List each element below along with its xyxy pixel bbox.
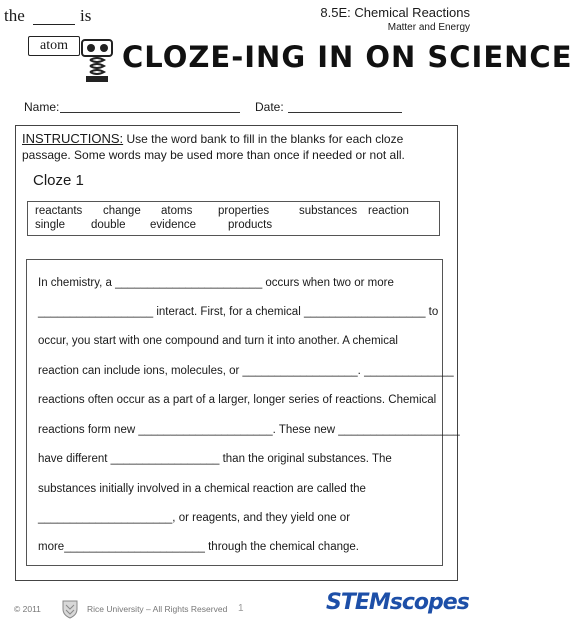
header-the: the bbox=[4, 6, 25, 25]
instructions-label: INSTRUCTIONS: bbox=[22, 131, 124, 146]
robot-mascot-icon bbox=[78, 38, 118, 84]
name-field[interactable] bbox=[60, 112, 240, 113]
rice-shield-icon bbox=[60, 599, 80, 619]
passage-line: substances initially involved in a chemical reaction are called the bbox=[38, 483, 366, 495]
word-bank-item: products bbox=[228, 219, 273, 231]
passage-line: _____________________, or reagents, and they yield one or bbox=[38, 512, 351, 524]
word-bank-item: change bbox=[103, 205, 141, 217]
stemscopes-logo: STEMscopes bbox=[326, 590, 469, 615]
passage-line: reactions form new _____________________. These new ___________________ bbox=[38, 424, 460, 436]
passage-line: have different _________________ than the original substances. The bbox=[38, 453, 392, 465]
header-is: is bbox=[80, 6, 92, 25]
unit-subtitle: Matter and Energy bbox=[387, 22, 470, 33]
page-number: 1 bbox=[238, 603, 244, 614]
date-label: Date: bbox=[255, 100, 284, 114]
word-bank-item: properties bbox=[218, 205, 270, 217]
word-bank-item: reactants bbox=[35, 205, 83, 217]
word-bank-item: double bbox=[91, 219, 126, 231]
word-bank-item: evidence bbox=[150, 219, 197, 231]
word-bank-item: atoms bbox=[161, 205, 193, 217]
passage-line: reactions often occur as a part of a larger, longer series of reactions. Chemical bbox=[38, 394, 437, 406]
cloze-title: Cloze 1 bbox=[33, 172, 84, 189]
date-field[interactable] bbox=[288, 112, 402, 113]
passage-line: more______________________ through the chemical change. bbox=[38, 541, 359, 553]
passage-line: __________________ interact. First, for a chemical ___________________ to bbox=[38, 306, 439, 318]
unit-code: 8.5E: Chemical Reactions bbox=[320, 5, 470, 20]
word-bank bbox=[27, 201, 440, 236]
name-label: Name: bbox=[24, 100, 60, 114]
passage-line: In chemistry, a _______________________ occurs when two or more bbox=[38, 277, 394, 289]
instructions-text: Use the word bank to fill in the blanks for each cloze passage. Some words may be used more than once if needed or not all. bbox=[22, 132, 405, 162]
passage-line: occur, you start with one compound and turn it into another. A chemical bbox=[38, 335, 398, 347]
copyright: © 2011 bbox=[14, 604, 41, 614]
instructions bbox=[22, 131, 452, 163]
passage-line: reaction can include ions, molecules, or __________________. ______________ bbox=[38, 365, 454, 377]
word-bank-item: single bbox=[35, 219, 66, 231]
header-atom-box: atom bbox=[28, 36, 80, 56]
word-bank-item: reaction bbox=[368, 205, 409, 217]
rice-university-rights: Rice University – All Rights Reserved bbox=[87, 604, 228, 614]
page-title: CLOZE-ING IN ON SCIENCE bbox=[122, 40, 573, 74]
word-bank-item: substances bbox=[299, 205, 358, 217]
header-blank-line bbox=[33, 24, 75, 25]
